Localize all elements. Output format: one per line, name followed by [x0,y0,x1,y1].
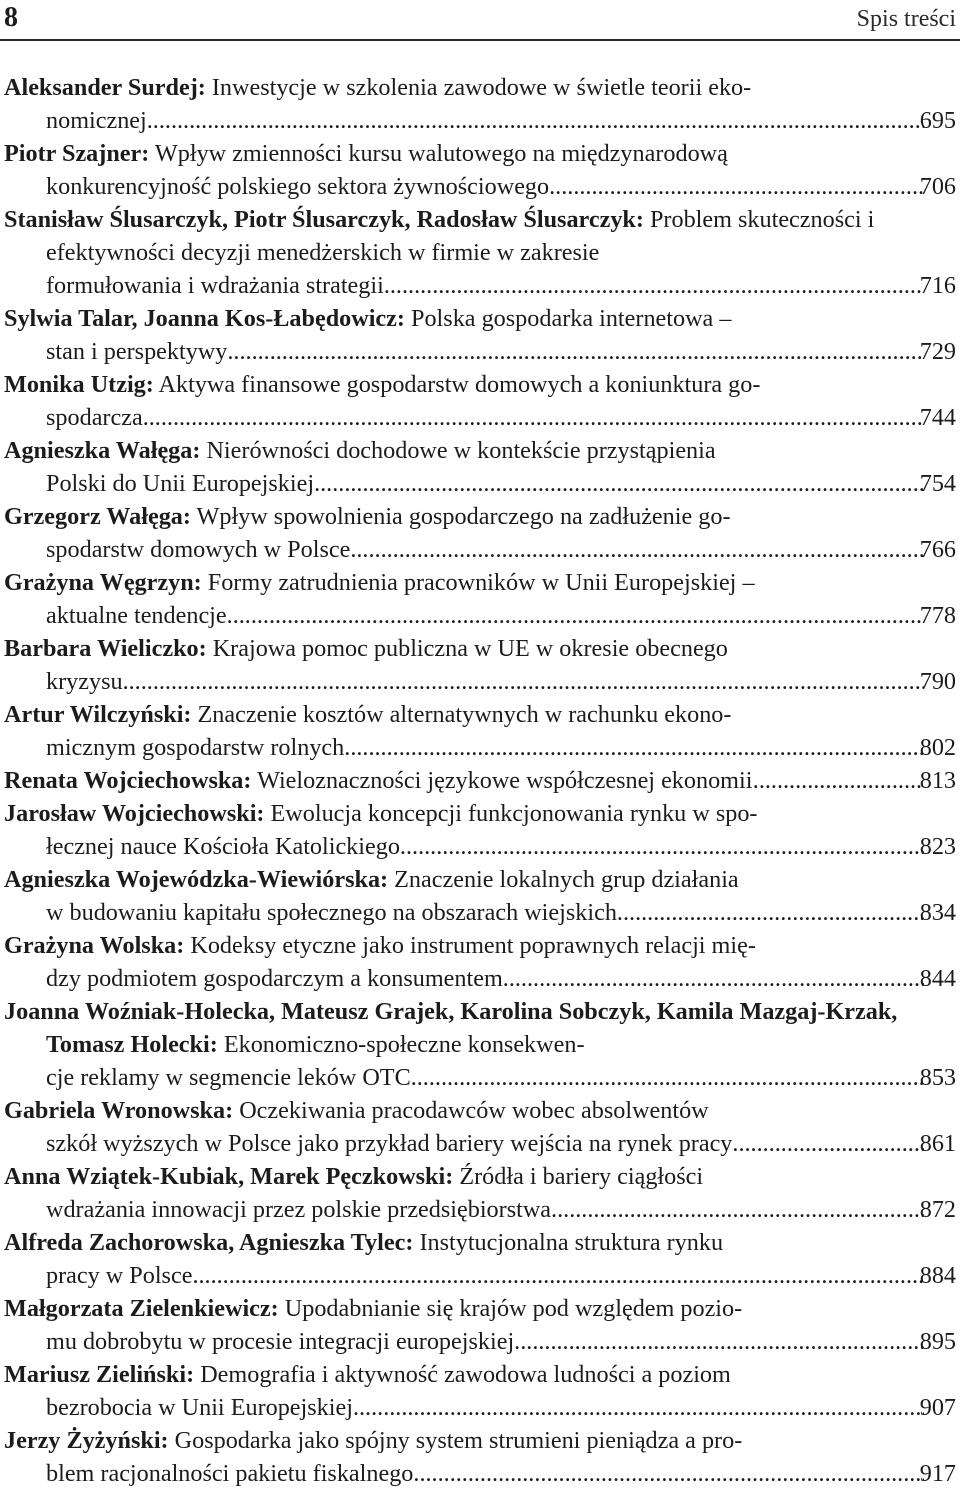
toc-entry-title: Formy zatrudnienia pracowników w Unii Europejskiej – [201,569,755,596]
toc-entry-title: Demografia i aktywność zawodowa ludności a poziom [194,1361,731,1388]
toc-entry-text [4,302,924,368]
toc-entry-title-end: aktualne tendencje [46,602,227,629]
toc-entry[interactable] [0,1292,960,1358]
toc-entry-text [4,995,924,1094]
dot-leader [384,269,924,302]
toc-entry-last-line [46,1391,924,1424]
toc-entry-last-line [46,1457,924,1490]
toc-entry[interactable] [0,929,960,995]
toc-entry-page: 744 [919,404,956,431]
toc-entry-text [4,764,924,797]
toc-entry-author: Grzegorz Wałęga: [4,503,191,530]
toc-entry-page: 778 [919,602,956,629]
dot-leader [314,467,924,500]
dot-leader [551,1193,924,1226]
dot-leader [143,401,924,434]
toc-entry-last-line [46,665,924,698]
toc-entry-title-end: bezrobocia w Unii Europejskiej [46,1394,353,1421]
toc-entry-page: 884 [919,1262,956,1289]
toc-entry-title-end: Wieloznaczności językowe współczesnej ekonomii [251,767,753,794]
toc-entry[interactable] [0,995,960,1094]
toc-entry-text [4,1226,924,1292]
toc-entry-title-end: stan i perspektywy [46,338,228,365]
toc-entry-title: Inwestycje w szkolenia zawodowe w świetle teorii eko- [205,74,752,101]
dot-leader [617,896,924,929]
toc-entry-title: Ewolucja koncepcji funkcjonowania rynku w spo- [264,800,758,827]
toc-entry-author: Artur Wilczyński: [4,701,192,728]
toc-entry-page: 872 [919,1196,956,1223]
toc-entry-page: 844 [919,965,956,992]
toc-entry-title: Oczekiwania pracodawców wobec absolwentów [233,1097,709,1124]
toc-entry-title: Krajowa pomoc publiczna w UE w okresie obecnego [206,635,728,662]
toc-entry-text [4,434,924,500]
toc-entry-author: Joanna Woźniak-Holecka, Mateusz Grajek, Karolina Sobczyk, Kamila Mazgaj-Krzak, Tomasz Holecki: [4,998,898,1058]
toc-entry-last-line [46,467,924,500]
toc-entry-author: Renata Wojciechowska: [4,767,252,794]
toc-entry[interactable] [0,764,960,797]
toc-entry-author: Agnieszka Wałęga: [4,437,201,464]
toc-entry-author: Mariusz Zieliński: [4,1361,195,1388]
dot-leader [192,1259,924,1292]
toc-entry-author: Małgorzata Zielenkiewicz: [4,1295,279,1322]
toc-entry-title-end: spodarstw domowych w Polsce [46,536,351,563]
toc-entry-last-line [46,269,924,302]
toc-entry-title-end: w budowaniu kapitału społecznego na obszarach wiejskich [46,899,617,926]
toc-entry-text [4,1292,924,1358]
toc-entry-page: 802 [919,734,956,761]
toc-entry-text [4,1160,924,1226]
toc-entry-title: Wpływ zmienności kursu walutowego na międzynarodową [149,140,728,167]
toc-entry[interactable] [0,71,960,137]
toc-entry-title: Problem skuteczności i efektywności decyzji menedżerskich w firmie w zakresie [46,206,875,266]
toc-entry-text [4,1094,924,1160]
toc-entry-author: Stanisław Ślusarczyk, Piotr Ślusarczyk, Radosław Ślusarczyk: [4,206,644,233]
toc-entry-page: 695 [919,107,956,134]
dot-leader [549,170,924,203]
toc-entry-last-line [46,1259,924,1292]
toc-entry-text [4,137,924,203]
toc-entry-page: 790 [919,668,956,695]
toc-entry[interactable] [0,1424,960,1490]
toc-entry-author: Aleksander Surdej: [4,74,206,101]
toc-entry-title: Nierówności dochodowe w kontekście przystąpienia [200,437,716,464]
dot-leader [514,1325,924,1358]
toc-entry[interactable] [0,368,960,434]
toc-entry-title: Wpływ spowolnienia gospodarczego na zadłużenie go- [190,503,731,530]
toc-entry[interactable] [0,434,960,500]
toc-entry-page: 861 [919,1130,956,1157]
toc-entry-title-end: łecznej nauce Kościoła Katolickiego [46,833,400,860]
toc-entry-page: 813 [919,767,956,794]
toc-entry-last-line [46,104,924,137]
toc-entry-author: Sylwia Talar, Joanna Kos-Łabędowicz: [4,305,405,332]
toc-entry-last-line [46,1061,924,1094]
toc-entry-last-line [46,1127,924,1160]
toc-entry[interactable] [0,566,960,632]
toc-entry-title-end: dzy podmiotem gospodarczym a konsumentem [46,965,503,992]
toc-entry-text [4,500,924,566]
toc-entry-author: Alfreda Zachorowska, Agnieszka Tylec: [4,1229,414,1256]
toc-entry[interactable] [0,203,960,302]
toc-entry-page: 766 [919,536,956,563]
dot-leader [227,599,924,632]
toc-entry[interactable] [0,137,960,203]
toc-entry-page: 907 [919,1394,956,1421]
toc-entry-title: Aktywa finansowe gospodarstw domowych a koniunktura go- [153,371,761,398]
toc-entry-page: 895 [919,1328,956,1355]
toc-entry-last-line [46,599,924,632]
toc-entry-author: Grażyna Wolska: [4,932,185,959]
toc-entry-title: Gospodarka jako spójny system strumieni pieniądza a pro- [168,1427,743,1454]
toc-entry-text [4,203,924,302]
toc-entry-title-end: spodarcza [46,404,143,431]
toc-entry-title: Znaczenie kosztów alternatywnych w rachunku ekono- [191,701,732,728]
toc-entry-author: Agnieszka Wojewódzka-Wiewiórska: [4,866,389,893]
toc-entry-text [4,1424,924,1490]
toc-entry-text [4,797,924,863]
toc-entry-title-end: micznym gospodarstw rolnych [46,734,345,761]
toc-entry[interactable] [0,632,960,698]
toc-entry-title: Znaczenie lokalnych grup działania [388,866,739,893]
toc-entry-text [4,71,924,137]
toc-entry-author: Gabriela Wronowska: [4,1097,234,1124]
toc-entry-text [4,566,924,632]
toc-entry-page: 834 [919,899,956,926]
toc-entry-text [4,632,924,698]
dot-leader [400,830,924,863]
toc-entry-title-end: cje reklamy w segmencie leków OTC [46,1064,411,1091]
toc-entry[interactable] [0,1160,960,1226]
toc-entry-text [4,1358,924,1424]
running-title: Spis treści [856,6,956,32]
dot-leader [123,665,924,698]
toc-entry-title: Kodeksy etyczne jako instrument poprawnych relacji mię- [184,932,756,959]
toc-entry-last-line [46,830,924,863]
toc-entry-title-end: formułowania i wdrażania strategii [46,272,384,299]
toc-entry[interactable] [0,1094,960,1160]
toc-entry[interactable] [0,1358,960,1424]
toc-entry-title-end: blem racjonalności pakietu fiskalnego [46,1460,414,1487]
dot-leader [732,1127,924,1160]
toc-entry-last-line [46,1193,924,1226]
toc-entry-last-line [46,170,924,203]
toc-entry-last-line [4,764,924,797]
toc-entry-last-line [46,962,924,995]
toc-entry-title-end: konkurencyjność polskiego sektora żywnościowego [46,173,550,200]
dot-leader [353,1391,924,1424]
dot-leader [227,335,924,368]
toc-entry-author: Monika Utzig: [4,371,154,398]
toc-entry-title: Upodabnianie się krajów pod względem pozio- [278,1295,743,1322]
toc-entry-page: 917 [919,1460,956,1487]
toc-entry-page: 754 [919,470,956,497]
toc-entry-last-line [46,1325,924,1358]
toc-entry-title: Źródła i bariery ciągłości [453,1163,704,1190]
toc-entry-last-line [46,896,924,929]
header-rule [0,39,960,41]
toc-entry-title: Instytucjonalna struktura rynku [413,1229,724,1256]
toc-entry-author: Piotr Szajner: [4,140,150,167]
toc-entry-page: 729 [919,338,956,365]
toc-entry-author: Barbara Wieliczko: [4,635,207,662]
toc-entry-title: Polska gospodarka internetowa – [404,305,732,332]
toc-entry-text [4,698,924,764]
toc-entry-last-line [46,731,924,764]
dot-leader [752,764,924,797]
toc-entry-page: 706 [919,173,956,200]
toc-entry-author: Jarosław Wojciechowski: [4,800,265,827]
toc-entry-title-end: pracy w Polsce [46,1262,193,1289]
toc-entry-last-line [46,533,924,566]
toc-entry-title-end: kryzysu [46,668,123,695]
toc-entry[interactable] [0,797,960,863]
toc-entry-author: Jerzy Żyżyński: [4,1427,169,1454]
toc-entry[interactable] [0,863,960,929]
toc-entry-last-line [46,335,924,368]
toc-entry-page: 716 [919,272,956,299]
toc-entry-page: 823 [919,833,956,860]
toc-entry[interactable] [0,698,960,764]
dot-leader [147,104,924,137]
toc-entry-title-end: szkół wyższych w Polsce jako przykład bariery wejścia na rynek pracy [46,1130,733,1157]
toc-entry-text [4,863,924,929]
dot-leader [503,962,924,995]
dot-leader [413,1457,924,1490]
toc-entry-author: Anna Wziątek-Kubiak, Marek Pęczkowski: [4,1163,454,1190]
dot-leader [350,533,924,566]
toc-entry-title-end: wdrażania innowacji przez polskie przedsiębiorstwa [46,1196,552,1223]
toc-entry-title: Ekonomiczno-społeczne konsekwen- [217,1031,585,1058]
dot-leader [344,731,924,764]
toc-entry-title-end: Polski do Unii Europejskiej [46,470,315,497]
table-of-contents [0,71,960,1490]
toc-entry-last-line [46,401,924,434]
page-number: 8 [4,2,18,33]
toc-entry-text [4,368,924,434]
toc-entry-title-end: mu dobrobytu w procesie integracji europejskiej [46,1328,515,1355]
toc-entry-page: 853 [919,1064,956,1091]
dot-leader [411,1061,924,1094]
toc-entry-text [4,929,924,995]
page-header [0,0,960,40]
toc-entry-title-end: nomicznej [46,107,147,134]
toc-entry[interactable] [0,1226,960,1292]
toc-entry-author: Grażyna Węgrzyn: [4,569,202,596]
toc-entry[interactable] [0,500,960,566]
toc-entry[interactable] [0,302,960,368]
